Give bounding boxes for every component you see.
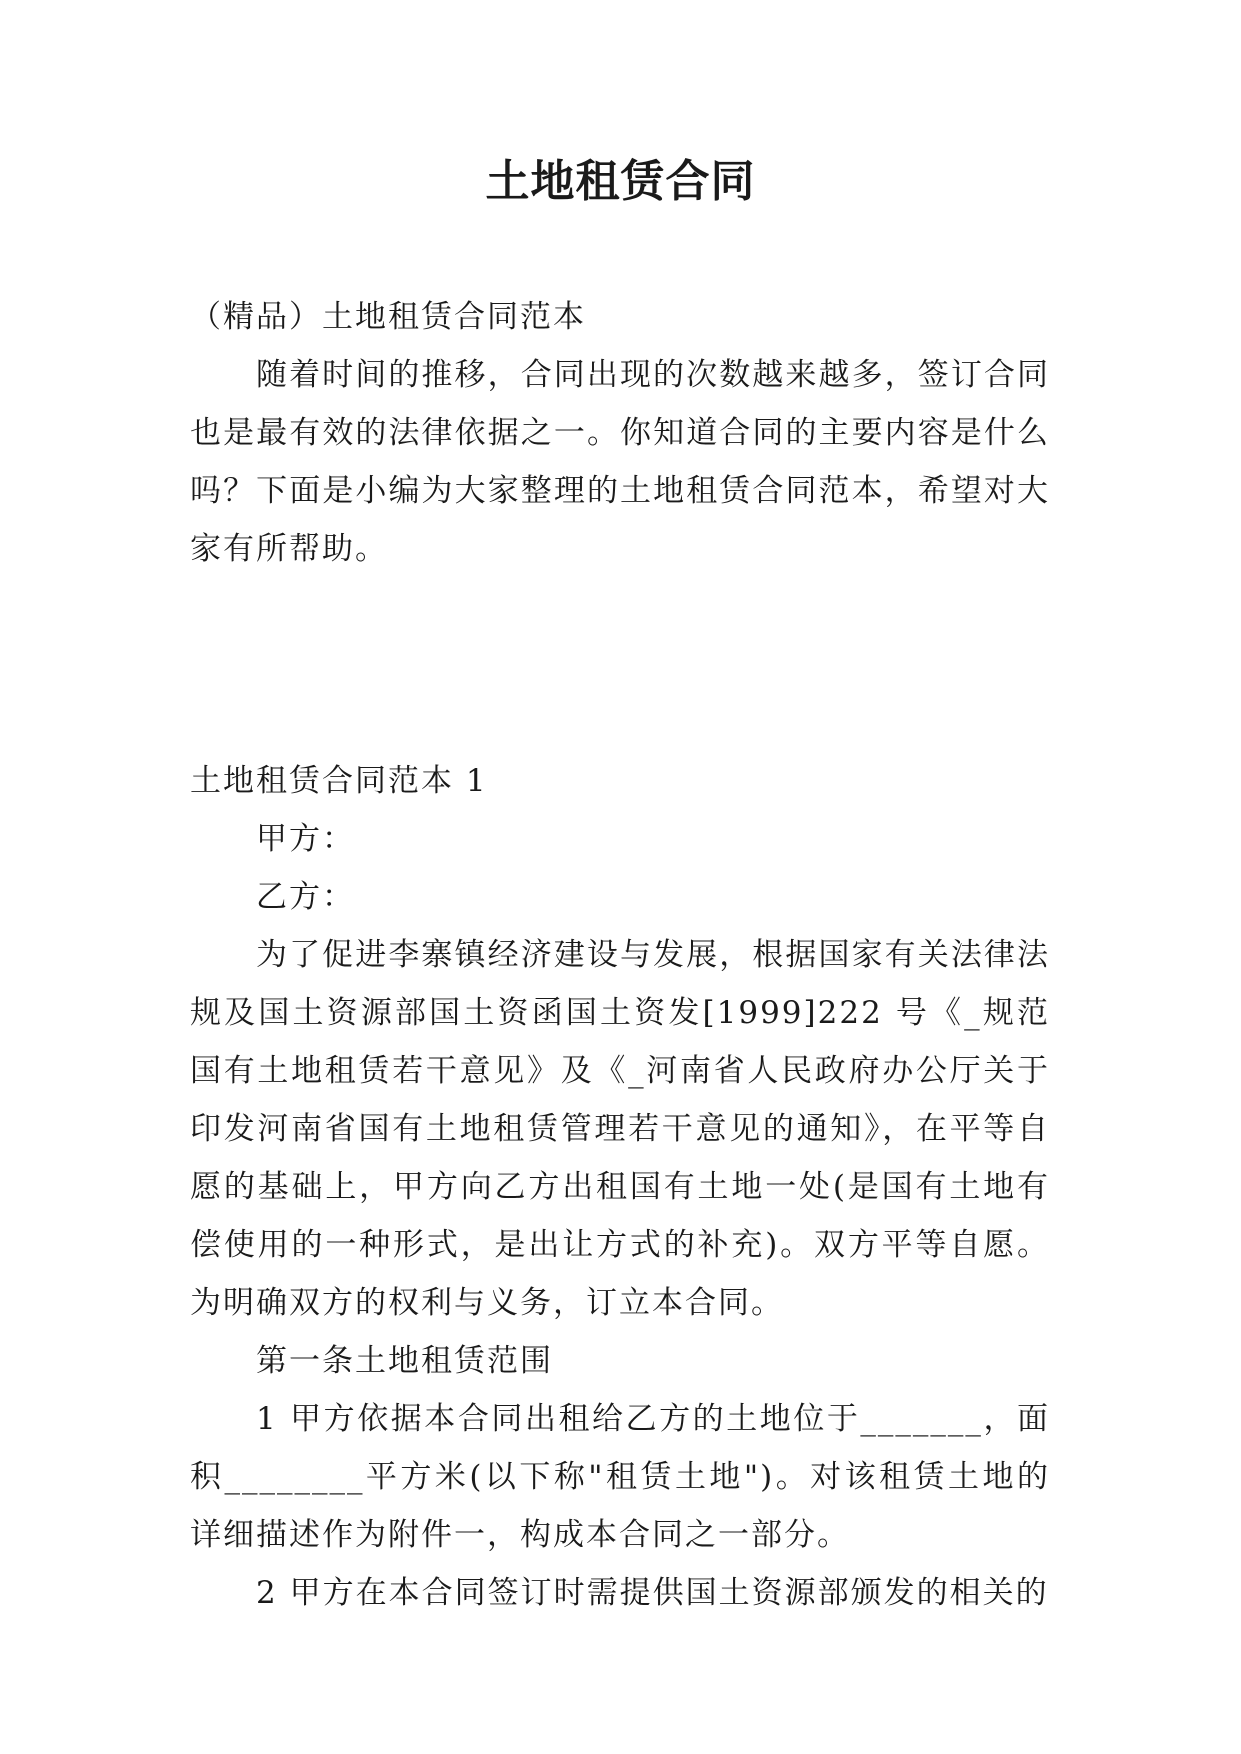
clause-2-paragraph: 2 甲方在本合同签订时需提供国土资源部颁发的相关的: [256, 1575, 1049, 1611]
document-title: 土地租赁合同: [485, 156, 756, 207]
spacer: [190, 578, 1050, 752]
intro-paragraph: 随着时间的推移，合同出现的次数越来越多，签订合同也是最有效的法律依据之一。你知道合同的主要内容是什么吗？下面是小编为大家整理的土地租赁合同范本，希望对大家有所帮助。: [190, 357, 1050, 567]
preamble-paragraph: 为了促进李寨镇经济建设与发展，根据国家有关法律法规及国土资源部国土资函国土资发[1999]222 号《_规范国有土地租赁若干意见》及《_河南省人民政府办公厅关于印发河南省国有土地租赁管理若干意见的通知》，在平等自愿的基础上，甲方向乙方出租国有土地一处(是国有土地有偿使用的一种形式，是出让方式的补充)。双方平等自愿。为明确双方的权利与义务，订立本合同。: [190, 937, 1050, 1321]
section-heading: 土地租赁合同范本 1: [190, 763, 488, 799]
subtitle: （精品）土地租赁合同范本: [190, 299, 586, 335]
article-1-heading: 第一条土地租赁范围: [256, 1343, 553, 1379]
party-b-line: 乙方：: [256, 879, 355, 915]
clause-1-paragraph: 1 甲方依据本合同出租给乙方的土地位于_______，面积________平方米(以下称"租赁土地")。对该租赁土地的详细描述作为附件一，构成本合同之一部分。: [190, 1401, 1050, 1553]
party-a-line: 甲方：: [256, 821, 355, 857]
document-body: [190, 288, 1050, 1622]
